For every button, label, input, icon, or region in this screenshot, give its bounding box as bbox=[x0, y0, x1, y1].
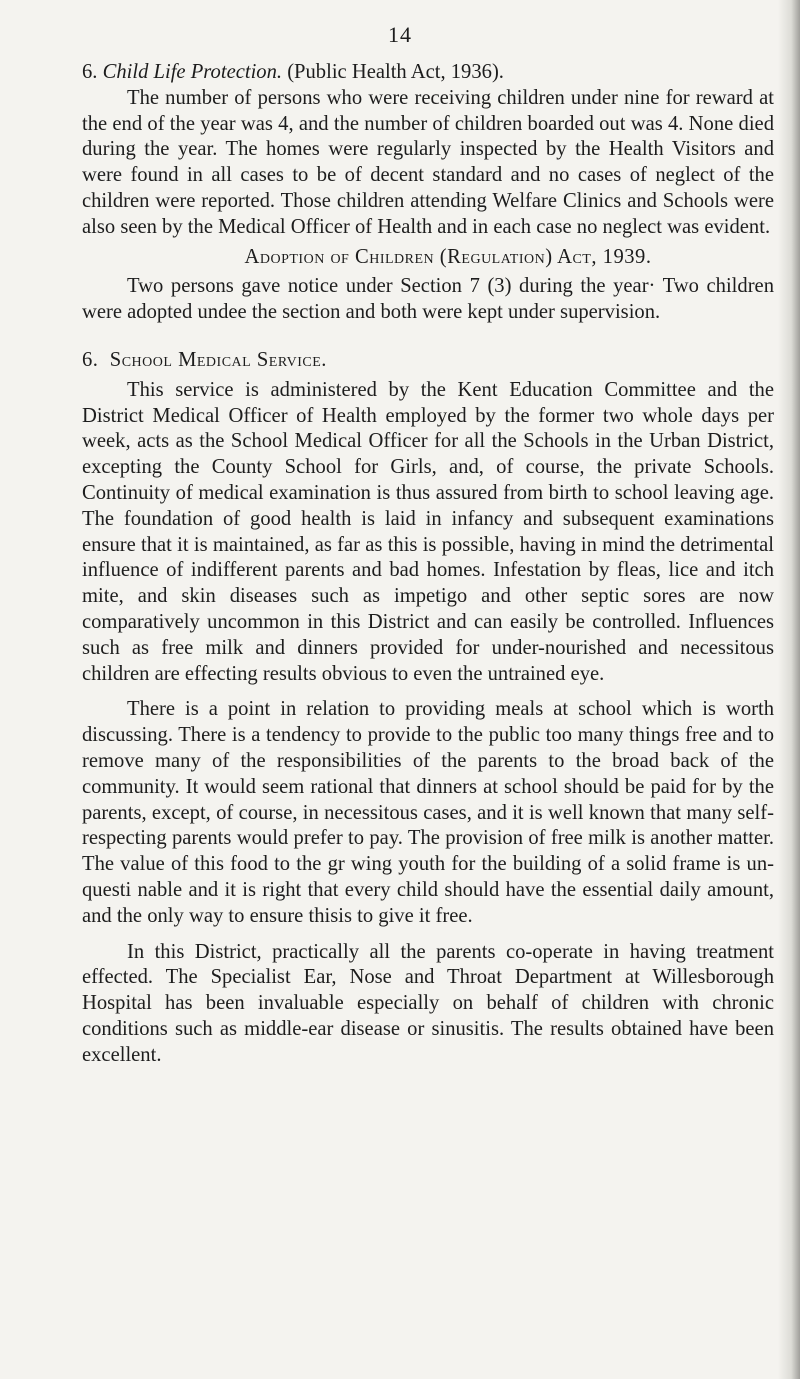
adoption-paragraph: Two persons gave notice under Section 7 (3) during the year· Two children were adopted undee the section and both were kept under supervision. bbox=[82, 275, 774, 324]
school-medical-heading bbox=[82, 348, 774, 374]
school-medical-section-number: 6. bbox=[82, 348, 99, 371]
child-life-title: Child Life Protection. bbox=[102, 61, 283, 83]
child-life-paragraph: The number of persons who were receiving children under nine for reward at the end of the year was 4, and the number of children boarded out was 4. None died during the year. The homes were regularly inspected by the Health Visitors and were found in all cases to be of decent standard and no cases of neglect of the children were reported. Those children attending Welfare Clinics and Schools were also seen by the Medical Officer of Health and in each case no neglect was evident. bbox=[82, 86, 774, 238]
child-life-heading bbox=[82, 60, 774, 86]
adoption-heading: Adoption of Children (Regulation) Act, 1939. bbox=[244, 245, 652, 268]
child-life-section-number: 6. bbox=[82, 61, 98, 83]
page-number: 14 bbox=[388, 22, 412, 47]
school-medical-paragraph-1: This service is administered by the Kent Education Committee and the District Medical Officer of Health employed by the former two whole days per week, acts as the School Medical Officer for all the Schools in the Urban District, excepting the County School for Girls, and, of course, the private Schools. Continuity of medical examination is thus assured from birth to school leaving age. The foundation of good health is laid in infancy and subsequent examinations ensure that it is maintained, as far as this is possible, having in mind the detrimental influence of indifferent parents and bad homes. Infestation by fleas, lice and itch mite, and skin diseases such as impetigo and other septic sores are now comparatively uncommon in this District and can easily be controlled. Influences such as free milk and dinners provided for under-nourished and necessitous children are effecting results obvious to even the untrained eye. bbox=[82, 378, 774, 685]
child-life-act: (Public Health Act, 1936). bbox=[287, 61, 504, 83]
school-medical-title: School Medical Service. bbox=[109, 348, 327, 371]
page-edge-shadow bbox=[778, 0, 800, 1379]
page-content bbox=[82, 60, 774, 1068]
school-medical-paragraph-3: In this District, practically all the parents co-operate in having treatment effected. The Specialist Ear, Nose and Throat Department at Willesborough Hospital has been invaluable especially on behalf of children with chronic conditions such as middle-ear disease or sinusitis. The results obtained have been excellent. bbox=[82, 940, 774, 1066]
school-medical-paragraph-2: There is a point in relation to providing meals at school which is worth discussing. There is a tendency to provide to the public too many things free and to remove many of the responsibilities of the parents to the broad back of the community. It would seem rational that dinners at school should be paid for by the parents, except, of course, in necessitous cases, and it is well known that many self-respecting parents would prefer to pay. The provision of free milk is another matter. The value of this food to the gr wing youth for the building of a solid frame is un- questi nable and it is right that every child should have the essential daily amount, and the only way to ensure thisis to give it free. bbox=[82, 698, 774, 927]
